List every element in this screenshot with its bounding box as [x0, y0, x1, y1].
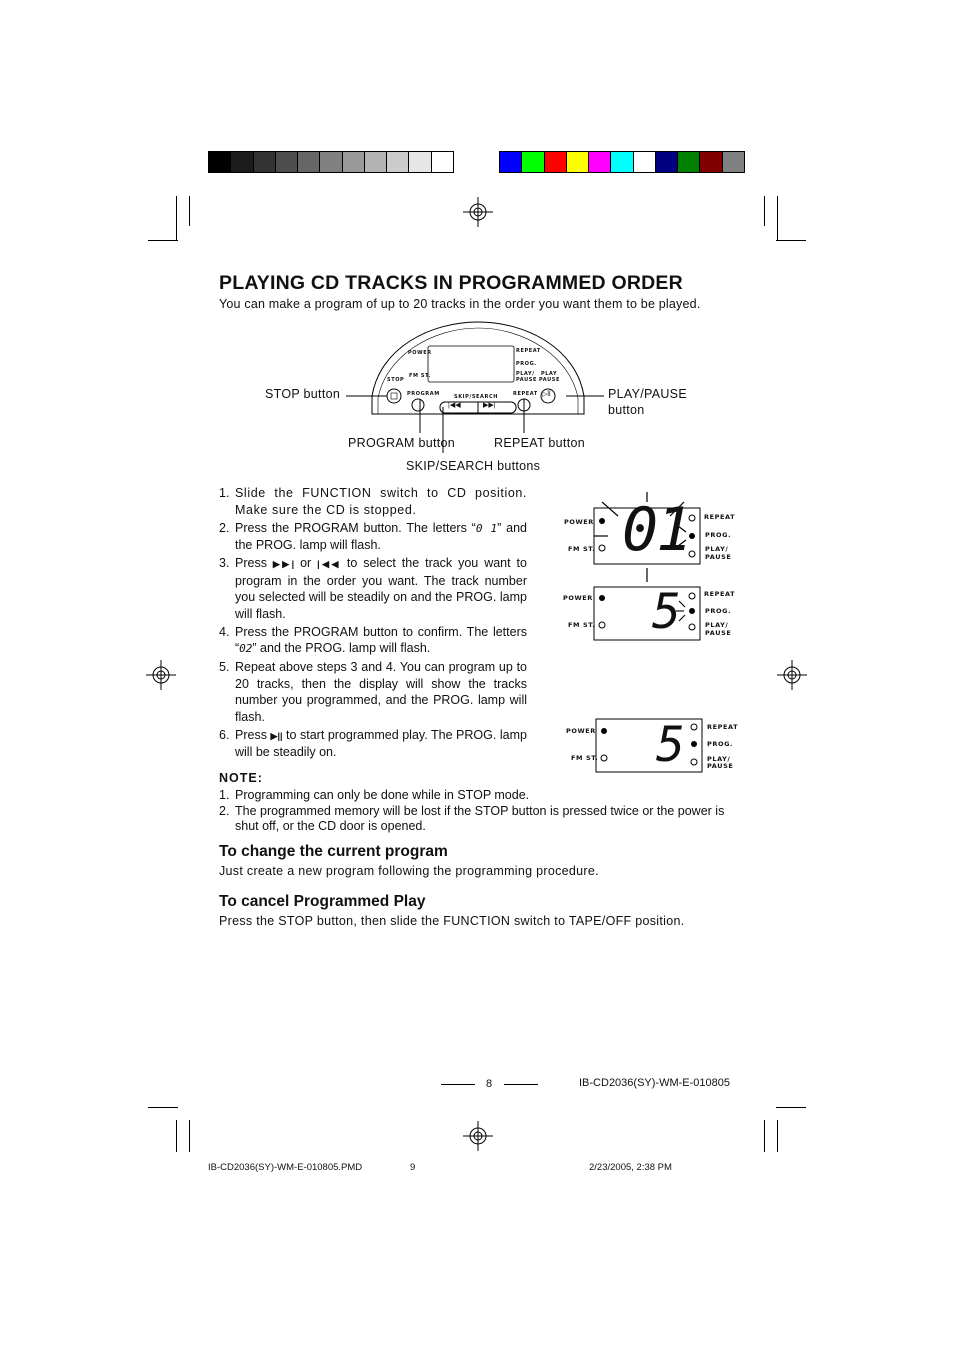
gray-swatch: [230, 152, 252, 172]
play-pause-icon: ▶||: [270, 730, 283, 741]
intro-text: You can make a program of up to 20 tracks in the order you want them to be played.: [219, 297, 701, 311]
color-swatch: [521, 152, 543, 172]
step-2: 2. Press the PROGRAM button. The letters “0 1” and the PROG. lamp will flash.: [219, 520, 527, 552]
color-swatch: [722, 152, 744, 172]
lcd-fm-label: FM ST.: [568, 621, 596, 629]
lcd-digits-inline: 02: [239, 642, 253, 655]
panel-program-label: PROGRAM: [407, 391, 440, 397]
panel-pause-label: PAUSE: [539, 377, 560, 383]
color-swatch: [699, 152, 721, 172]
page-number: 8: [486, 1078, 493, 1090]
note-heading: NOTE:: [219, 771, 263, 785]
page-number-rule-right: [504, 1084, 538, 1085]
steps-list: [219, 485, 527, 762]
lcd-frame-3: [594, 717, 706, 777]
lcd-prog-label: PROG.: [707, 740, 734, 748]
lcd-play-label: PLAY/: [705, 545, 729, 553]
color-swatch: [500, 152, 521, 172]
color-swatch: [544, 152, 566, 172]
lcd-fm-label: FM ST.: [571, 754, 599, 762]
skip-search-buttons-callout: SKIP/SEARCH buttons: [406, 459, 541, 473]
play-pause-panel-icon: ▷ll: [542, 391, 551, 398]
change-program-heading: To change the current program: [219, 843, 448, 860]
document-code: IB-CD2036(SY)-WM-E-010805: [579, 1077, 730, 1089]
registration-mark-bottom: [463, 1121, 493, 1151]
lcd-pause-label: PAUSE: [705, 629, 732, 637]
color-swatch: [677, 152, 699, 172]
gray-swatch: [386, 152, 408, 172]
step-3: 3. Press ▶▶| or |◀◀ to select the track you want to program in the order you want. The track number you selected will be steadily on and the PROG. lamp will flash.: [219, 556, 527, 621]
skip-forward-icon: ▶▶|: [483, 402, 496, 409]
step-6: 6. Press ▶|| to start programmed play. The PROG. lamp will be steadily on.: [219, 727, 527, 759]
gray-swatch: [319, 152, 341, 172]
cancel-program-text: Press the STOP button, then slide the FUNCTION switch to TAPE/OFF position.: [219, 914, 685, 928]
callout-lines: [340, 385, 610, 465]
panel-skip-search-label: SKIP/SEARCH: [454, 394, 499, 400]
page-title: PLAYING CD TRACKS IN PROGRAMMED ORDER: [219, 272, 683, 294]
lcd-play-label: PLAY/: [707, 755, 731, 763]
lcd-play-label: PLAY/: [705, 621, 729, 629]
gray-swatch: [253, 152, 275, 172]
lcd-pause-label: PAUSE: [705, 553, 732, 561]
lcd-digits-inline: 0 1: [475, 521, 498, 535]
notes-list: [219, 788, 739, 835]
lcd-prog-label: PROG.: [705, 531, 732, 539]
gray-swatch: [408, 152, 430, 172]
gray-swatch: [297, 152, 319, 172]
gray-swatch: [364, 152, 386, 172]
skip-back-icon: |◀◀: [317, 559, 341, 569]
panel-lcd-repeat-label: REPEAT: [516, 348, 541, 354]
gray-swatch: [342, 152, 364, 172]
step-1: 1. Slide the FUNCTION switch to CD position. Make sure the CD is stopped.: [219, 486, 527, 517]
lcd-power-label: POWER: [564, 518, 594, 526]
lcd-frame-2: [592, 585, 704, 645]
registration-mark-right: [777, 660, 807, 690]
lcd-repeat-label: REPEAT: [704, 513, 736, 521]
panel-power-label: POWER: [408, 350, 432, 356]
lcd-digits: 01: [622, 495, 691, 565]
color-swatch: [633, 152, 655, 172]
gray-swatch: [431, 152, 453, 172]
stop-button-callout: STOP button: [265, 387, 341, 401]
panel-lcd-play-label: PLAY/: [516, 371, 535, 377]
registration-mark-left: [146, 660, 176, 690]
lcd-repeat-label: REPEAT: [707, 723, 739, 731]
footer-date: 2/23/2005, 2:38 PM: [589, 1162, 672, 1173]
color-calibration-bar: [499, 151, 745, 173]
page-number-rule-left: [441, 1084, 475, 1085]
registration-mark-top: [463, 197, 493, 227]
lcd-power-label: POWER: [563, 594, 593, 602]
color-swatch: [566, 152, 588, 172]
play-pause-button-callout: PLAY/PAUSE: [608, 387, 687, 401]
color-swatch: [610, 152, 632, 172]
footer-filename: IB-CD2036(SY)-WM-E-010805.PMD: [208, 1162, 363, 1173]
panel-repeat-button-label: REPEAT: [513, 391, 538, 397]
panel-lcd-prog-label: PROG.: [516, 361, 537, 367]
program-button-callout: PROGRAM button: [348, 436, 456, 450]
lcd-digits: 5: [652, 584, 681, 640]
panel-lcd-pause-label: PAUSE: [516, 377, 537, 383]
cancel-program-heading: To cancel Programmed Play: [219, 893, 426, 910]
footer-sheet-number: 9: [410, 1162, 416, 1173]
lcd-prog-label: PROG.: [705, 607, 732, 615]
color-swatch: [588, 152, 610, 172]
lcd-digits: 5: [656, 717, 685, 773]
skip-forward-icon: ▶▶|: [272, 559, 295, 569]
repeat-button-callout: REPEAT button: [494, 436, 585, 450]
gray-swatch: [275, 152, 297, 172]
step-5: 5. Repeat above steps 3 and 4. You can program up to 20 tracks, then the display will show the tracks number you programmed, and the PROG. lamp will flash.: [219, 660, 527, 724]
lcd-repeat-label: REPEAT: [704, 590, 736, 598]
note-1: 1. Programming can only be done while in STOP mode.: [219, 788, 530, 802]
lcd-pause-label: PAUSE: [707, 762, 734, 770]
gray-swatch: [209, 152, 230, 172]
skip-back-icon: |◀◀: [448, 402, 461, 409]
step-4: 4. Press the PROGRAM button to confirm. The letters “02” and the PROG. lamp will flash.: [219, 624, 527, 655]
lcd-power-label: POWER: [566, 727, 596, 735]
panel-play-label: PLAY: [541, 371, 558, 377]
panel-stop-label: STOP: [387, 377, 405, 383]
grayscale-calibration-bar: [208, 151, 454, 173]
play-pause-button-callout-2: button: [608, 403, 645, 417]
color-swatch: [655, 152, 677, 172]
panel-fm-label: FM ST.: [409, 373, 431, 379]
lcd-fm-label: FM ST.: [568, 545, 596, 553]
note-2: 2. The programmed memory will be lost if the STOP button is pressed twice or the power is shut off, or the CD door is opened.: [219, 803, 725, 833]
change-program-text: Just create a new program following the programming procedure.: [219, 864, 599, 878]
